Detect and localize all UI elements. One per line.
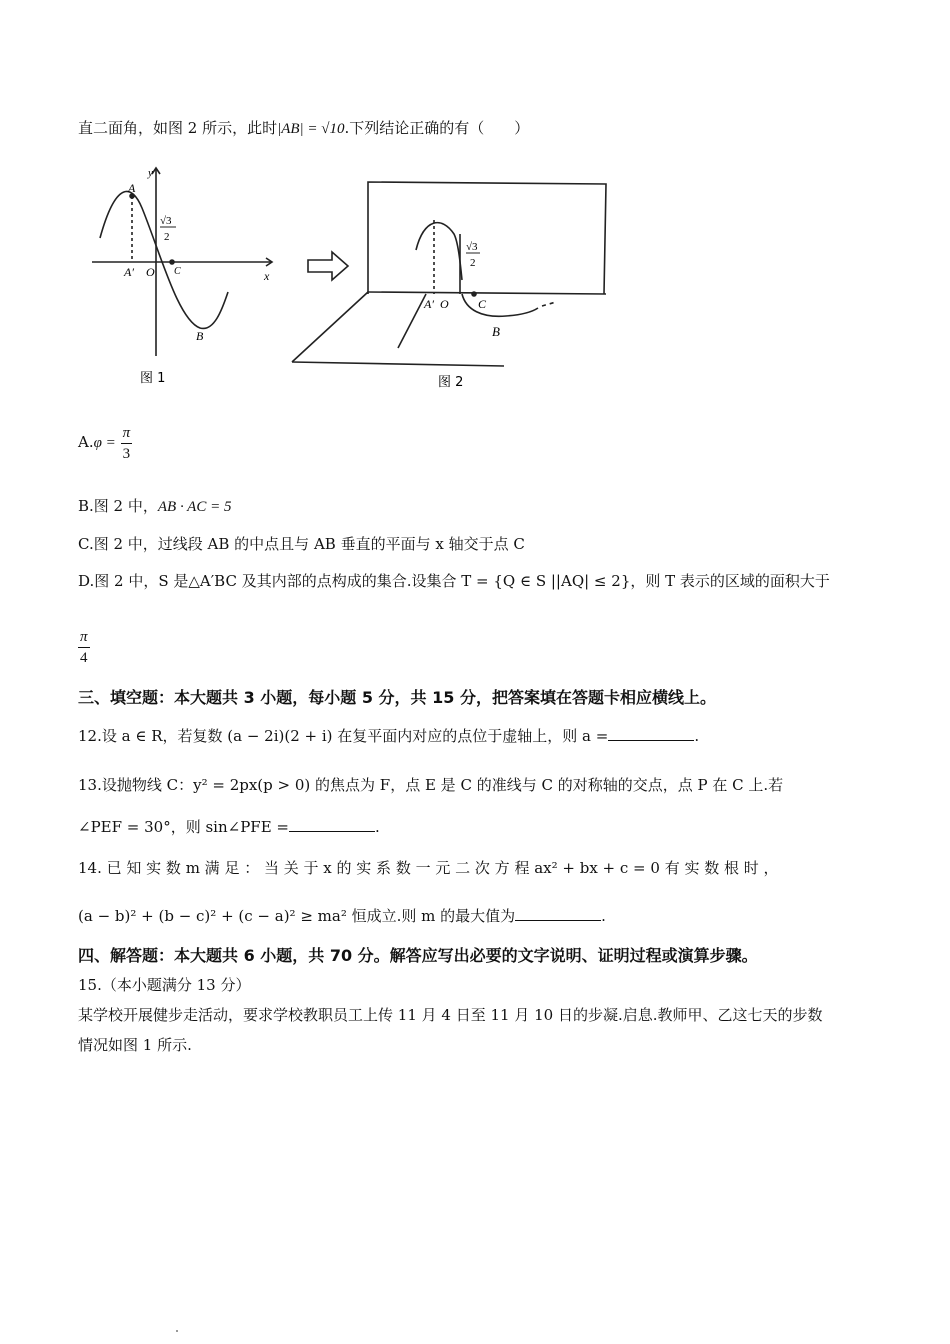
- q12-text: 12.设 a ∈ R，若复数 (a − 2i)(2 + i) 在复平面内对应的点位于虚轴上，则 a =: [78, 727, 609, 745]
- fig2-label-B: B: [492, 324, 500, 339]
- question-12: [78, 725, 699, 747]
- q12-blank[interactable]: [608, 726, 694, 741]
- option-c: [78, 533, 525, 555]
- section-3-title: 三、填空题：本大题共 3 小题，每小题 5 分，共 15 分，把答案填在答题卡相应横线上。: [78, 688, 716, 707]
- q15-line2: 情况如图 1 所示.: [78, 1036, 192, 1054]
- fig1-label-two: 2: [164, 231, 170, 243]
- option-d-fraction: [78, 627, 90, 668]
- q15-header: 15.（本小题满分 13 分）: [78, 976, 251, 994]
- option-d: [78, 570, 830, 592]
- q13-end: .: [375, 818, 380, 836]
- section-4-title: 四、解答题：本大题共 6 小题，共 70 分。解答应写出必要的文字说明、证明过程或演算步骤。: [78, 946, 758, 965]
- option-a-lhs: φ =: [93, 435, 116, 451]
- fig2-label-O: O: [440, 297, 449, 311]
- figures: [86, 160, 626, 400]
- fig1-label-C: C: [174, 266, 181, 277]
- option-b: [78, 495, 231, 518]
- fig1-label-y: y: [148, 167, 153, 179]
- fig2-caption: 图 2: [438, 375, 464, 390]
- q14-line2: (a − b)² + (b − c)² + (c − a)² ≥ ma² 恒成立.则 m 的最大值为: [78, 907, 516, 925]
- q14-line1: 14. 已 知 实 数 m 满 足 ： 当 关 于 x 的 实 系 数 一 元 二 次 方 程 ax² + bx + c = 0 有 实 数 根 时 ，: [78, 859, 779, 877]
- q13-blank[interactable]: [289, 817, 375, 832]
- option-d-den: 4: [80, 649, 88, 666]
- option-a: [78, 420, 132, 465]
- option-b-label: B.图 2 中，: [78, 497, 158, 515]
- fig1-caption: 图 1: [140, 371, 166, 386]
- option-d-text: D.图 2 中，S 是△A′BC 及其内部的点构成的集合.设集合 T = {Q ∈ S ||AQ| ≤ 2}，则 T 表示的区域的面积大于: [78, 572, 830, 590]
- option-a-num: π: [121, 423, 133, 444]
- question-13-line1: [78, 774, 783, 796]
- option-c-text: C.图 2 中，过线段 AB 的中点且与 AB 垂直的平面与 x 轴交于点 C: [78, 535, 525, 553]
- fig2-label-two: 2: [470, 257, 476, 269]
- option-d-fraction-line: [78, 624, 90, 668]
- fig1-label-A: A: [128, 181, 136, 195]
- intro-after: .下列结论正确的有（ ）: [344, 119, 530, 137]
- question-13-line2: [78, 816, 380, 838]
- fig1-label-sqrt3: √3: [160, 215, 172, 227]
- option-d-num: π: [78, 627, 90, 648]
- q15-line1: 某学校开展健步走活动，要求学校教职员工上传 11 月 4 日至 11 月 10 日的步凝.启息.教师甲、乙这七天的步数: [78, 1006, 823, 1024]
- fig2-label-A-prime: A′: [424, 297, 434, 311]
- option-a-label: A.: [78, 433, 94, 451]
- fig2-label-sqrt3: √3: [466, 241, 478, 253]
- option-a-fraction: [121, 423, 133, 464]
- arrow-icon: [308, 252, 348, 280]
- question-14-line2: [78, 905, 606, 927]
- page-dot: [176, 1330, 178, 1332]
- q13-line1: 13.设抛物线 C：y² = 2px(p > 0) 的焦点为 F，点 E 是 C 的准线与 C 的对称轴的交点，点 P 在 C 上.若: [78, 776, 784, 794]
- figure-1: [92, 168, 272, 356]
- q12-end: .: [694, 727, 700, 745]
- intro-math: |AB| = √10: [277, 121, 345, 137]
- q14-end: .: [601, 907, 606, 925]
- question-14-line1: [78, 857, 779, 879]
- intro-line: [78, 117, 529, 140]
- fig2-label-C: C: [478, 297, 487, 311]
- q14-blank[interactable]: [515, 906, 601, 921]
- option-a-den: 3: [122, 445, 131, 462]
- fig1-label-O: O: [146, 265, 155, 279]
- intro-before: 直二面角，如图 2 所示，此时: [78, 119, 278, 137]
- fig1-label-x: x: [264, 269, 270, 283]
- option-b-math: AB · AC = 5: [157, 499, 232, 515]
- fig1-label-B: B: [196, 329, 204, 343]
- fig1-label-A-prime: A′: [124, 265, 134, 279]
- q13-line2: ∠PEF = 30°，则 sin∠PFE =: [78, 818, 289, 836]
